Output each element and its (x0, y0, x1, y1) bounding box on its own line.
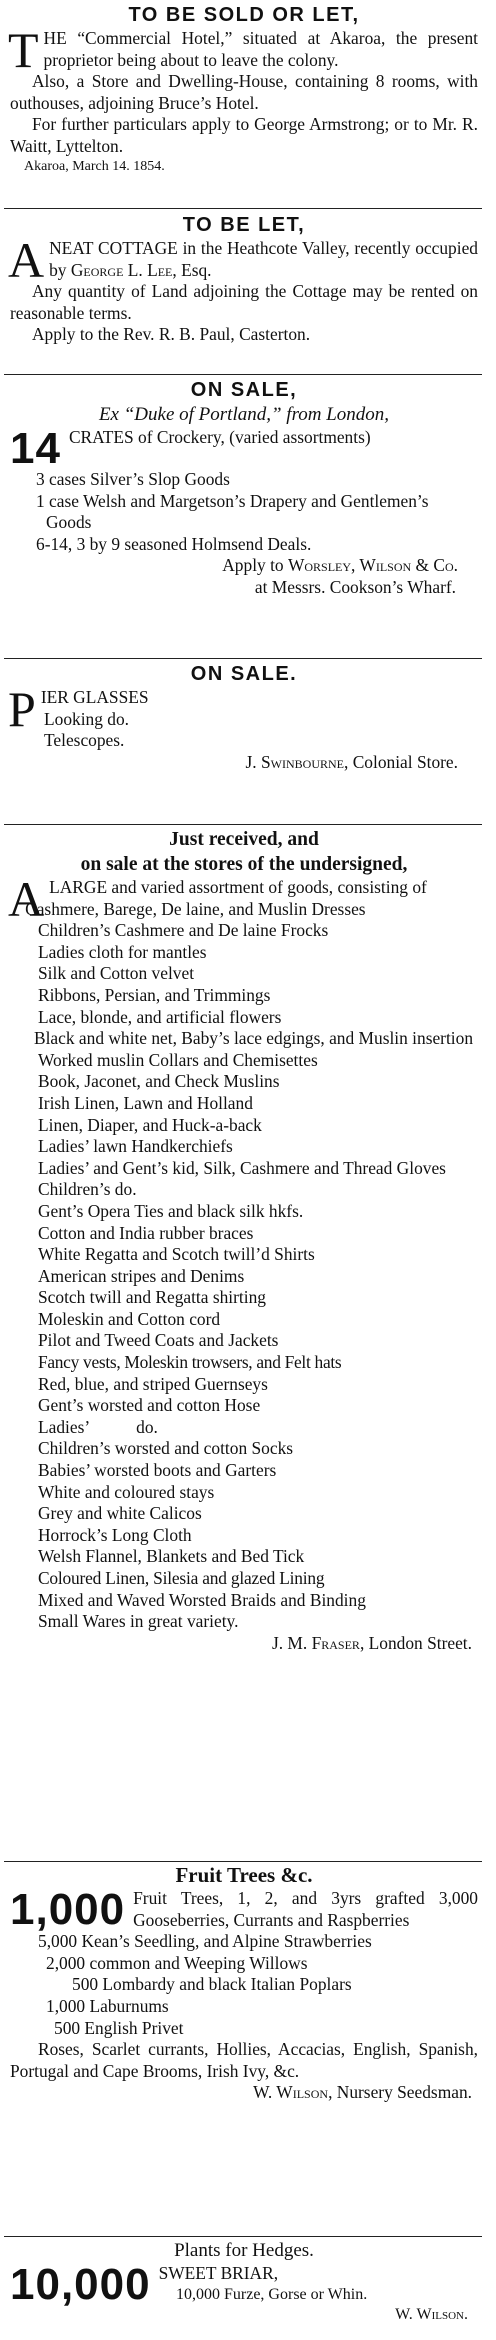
advert-text: LARGE and varied assortment of goods, consisting of (49, 877, 427, 897)
dateline: Akaroa, March 14. 1854. (24, 158, 165, 174)
list-item: Ladies cloth for mantles (38, 941, 207, 962)
list-item: Black and white net, Baby’s lace edgings, and Muslin insertion (34, 1028, 474, 1049)
advert-text: , Colonial Store. (344, 751, 458, 772)
list-item: Linen, Diaper, and Huck-a-back (38, 1114, 262, 1135)
advert-text: Apply to (222, 555, 288, 576)
list-item: Ribbons, Persian, and Trimmings (38, 984, 271, 1005)
advert-heading: Just received, and (169, 829, 319, 850)
list-item: Irish Linen, Lawn and Holland (38, 1092, 253, 1113)
advert-heading: TO BE SOLD OR LET, (128, 4, 360, 26)
advert-paragraph: Apply to the Rev. R. B. Paul, Casterton. (32, 324, 311, 345)
list-item: Gent’s Opera Ties and black silk hkfs. (38, 1200, 304, 1221)
list-item: 6-14, 3 by 9 seasoned Holmsend Deals. (36, 533, 312, 554)
list-item: Silk and Cotton velvet (38, 963, 195, 984)
list-item (10, 1417, 478, 1439)
advert-text: NEAT COTTAGE in the Heathcote Valley, recently occupied by (49, 238, 478, 280)
advert-text: , London Street. (359, 1632, 472, 1653)
list-item: 500 Lombardy and black Italian Poplars (72, 1974, 352, 1995)
advert-text: , Esq. (172, 259, 212, 280)
list-item: Cotton and India rubber braces (38, 1222, 254, 1243)
list-item: Looking do. (44, 708, 130, 729)
advert-paragraph: Also, a Store and Dwelling-House, containing 8 rooms, with outhouses, adjoining Bruce’s Hotel. (10, 71, 478, 113)
advert-paragraph: Any quantity of Land adjoining the Cottage may be rented on reasonable terms. (10, 281, 478, 323)
list-item: 2,000 common and Weeping Willows (46, 1952, 308, 1973)
advertiser-name: Worsley, Wilson & Co. (287, 555, 458, 576)
list-item: Small Wares in great variety. (38, 1611, 239, 1632)
advert-fruit-trees (10, 1862, 478, 2104)
list-item: Red, blue, and striped Guernseys (38, 1373, 268, 1394)
advert-text: Fruit Trees, 1, 2, and 3yrs grafted 3,000 Gooseberries, Currants and Raspberries (133, 1888, 478, 1930)
list-item: 1 case Welsh and Margetson’s Drapery and Gentlemen’s Goods (36, 490, 429, 533)
list-item: American stripes and Denims (38, 1265, 245, 1286)
advert-text: IER GLASSES (40, 687, 149, 707)
list-item: Coloured Linen, Silesia and glazed Lining (38, 1568, 325, 1588)
list-item: White Regatta and Scotch twill’d Shirts (38, 1244, 315, 1265)
list-item: Pilot and Tweed Coats and Jackets (38, 1330, 279, 1351)
advert-text: , Nursery Seedsman. (328, 2082, 472, 2103)
list-item: 10,000 Furze, Gorse or Whin. (176, 2285, 368, 2303)
list-item: Lace, blonde, and artificial flowers (38, 1006, 282, 1027)
advert-heading: ON SALE, (190, 379, 298, 401)
list-item: Mixed and Waved Worsted Braids and Binding (38, 1589, 366, 1610)
advert-signature (10, 2082, 478, 2104)
drop-cap: A (8, 871, 45, 927)
drop-cap: T (8, 22, 39, 78)
advert-text: HE “Commercial Hotel,” situated at Akaroa, the present proprietor being about to leave the colony. (43, 28, 478, 70)
list-item: Ladies’ and Gent’s kid, Silk, Cashmere and Thread Gloves (38, 1157, 446, 1178)
list-item: Telescopes. (44, 730, 125, 751)
advertiser-name: W. Wilson (253, 2082, 329, 2103)
advert-paragraph (8, 22, 478, 78)
list-item: Moleskin and Cotton cord (38, 1308, 221, 1329)
list-item: Welsh Flannel, Blankets and Bed Tick (38, 1546, 305, 1567)
list-item: 5,000 Kean’s Seedling, and Alpine Strawberries (38, 1931, 372, 1952)
advert-text: SWEET BRIAR, (158, 2263, 279, 2283)
list-item: Babies’ worsted boots and Garters (38, 1460, 277, 1481)
list-item: 500 English Privet (54, 2017, 184, 2038)
advert-drapery-goods (10, 827, 478, 1654)
column-rule (4, 824, 482, 825)
advert-paragraph (10, 1885, 478, 1934)
drop-number: 10,000 (10, 2260, 151, 2309)
list-item: 1,000 Laburnums (46, 1995, 169, 2016)
advert-heading: on sale at the stores of the undersigned, (80, 854, 408, 875)
advert-crockery-on-sale (10, 377, 478, 599)
list-item: White and coloured stays (38, 1481, 215, 1502)
column-rule (4, 658, 482, 659)
list-item: Children’s Cashmere and De laine Frocks (38, 920, 329, 941)
advert-signature (10, 1633, 478, 1655)
advert-hotel-for-sale (10, 2, 478, 176)
advert-text: Ladies’ (38, 1416, 91, 1437)
advert-heading: Plants for Hedges. (174, 2240, 314, 2261)
advertiser-name: George L. Lee (70, 259, 173, 280)
column-rule (4, 208, 482, 209)
advert-cottage-to-let (10, 212, 478, 346)
column-rule (4, 374, 482, 375)
list-item: Roses, Scarlet currants, Hollies, Accacias, English, Spanish, Portugal and Cape Brooms, Irish Ivy, &c. (10, 2039, 478, 2081)
list-item: Gent’s worsted and cotton Hose (38, 1395, 261, 1416)
advertiser-name: J. Swinbourne (245, 751, 344, 772)
list-item: Book, Jaconet, and Check Muslins (38, 1071, 280, 1092)
drop-cap: A (8, 232, 45, 288)
advert-heading: ON SALE. (190, 663, 298, 685)
list-item: Children’s do. (38, 1179, 137, 1200)
advert-address: at Messrs. Cookson’s Wharf. (254, 576, 456, 597)
drop-number: 1,000 (10, 1885, 126, 1934)
advert-text: CRATES of Crockery, (varied assortments) (68, 427, 371, 447)
drop-number: 14 (10, 424, 61, 473)
list-item: 3 cases Silver’s Slop Goods (36, 469, 230, 489)
list-item: Scotch twill and Regatta shirting (38, 1287, 266, 1308)
advert-signature (10, 752, 478, 774)
advert-heading: TO BE LET, (182, 214, 306, 236)
advert-subheading: Ex “Duke of Portland,” from London, (98, 404, 390, 425)
advert-pier-glasses (10, 661, 478, 773)
advert-paragraph: For further particulars apply to George Armstrong; or to Mr. R. Waitt, Lyttelton. (10, 114, 478, 156)
list-item: Worked muslin Collars and Chemisettes (38, 1049, 318, 1070)
column-rule (4, 2236, 482, 2237)
advert-signature (10, 555, 478, 577)
list-item: Fancy vests, Moleskin trowsers, and Felt hats (38, 1352, 342, 1373)
advert-paragraph (10, 424, 478, 473)
list-item: Children’s worsted and cotton Socks (38, 1438, 294, 1459)
list-item: Horrock’s Long Cloth (38, 1524, 192, 1545)
advert-paragraph (8, 232, 478, 288)
advert-hedge-plants (10, 2239, 478, 2325)
list-item: Grey and white Calicos (38, 1503, 202, 1524)
advertiser-name: W. Wilson. (395, 2305, 468, 2323)
list-item: Cashmere, Barege, De laine, and Muslin Dresses (25, 898, 366, 919)
list-item: Ladies’ lawn Handkerchiefs (38, 1136, 233, 1157)
advertiser-name: J. M. Fraser (271, 1632, 360, 1653)
advert-heading: Fruit Trees &c. (175, 1863, 313, 1887)
ditto-mark: do. (136, 1416, 158, 1437)
drop-cap: P (8, 681, 36, 737)
